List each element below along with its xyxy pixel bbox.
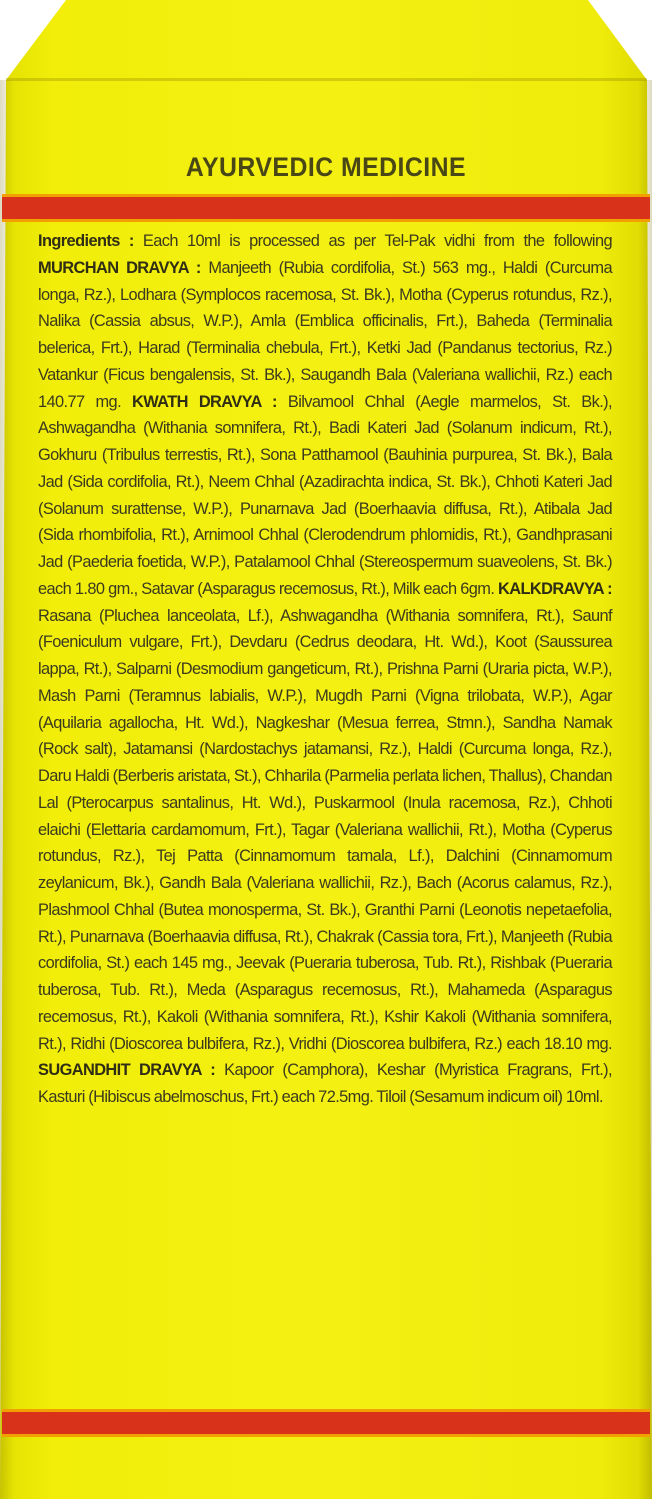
kalk-dravya-label: KALKDRAVYA : (498, 579, 612, 598)
red-stripe-bottom (2, 1412, 650, 1434)
kwath-dravya-label: KWATH DRAVYA : (131, 392, 277, 411)
product-category-heading: AYURVEDIC MEDICINE (185, 152, 467, 182)
kwath-dravya-text: Bilvamool Chhal (Aegle marmelos, St. Bk.), Ashwagandha (Withania somnifera, Rt.), Badi Kateri Jad (Solanum indicum, Rt.), Gokhuru (Tribulus terrestis, Rt.), Sona Patthamool (Bauhinia purpurea, St. Bk.), Bala Jad (Sida cordifolia, Rt.), Neem Chhal (Azadirachta indica, St. Bk.), Chhoti Kateri Jad (Solanum surattense, W.P.), Punarnava Jad (Boerhaavia diffusa, Rt.), Atibala Jad (Sida rhombifolia, Rt.), Arnimool Chhal (Clerodendrum phlomidis, Rt.), Gandhprasani Jad (Paederia foetida, W.P.), Patalamool Chhal (Stereospermum suaveolens, St. Bk.) each 1.80 gm., Satavar (Asparagus recemosus, Rt.), Milk each 6gm. (38, 392, 612, 598)
sugandhit-dravya-text: Kapoor (Camphora), Keshar (Myristica Fragrans, Frt.), Kasturi (Hibiscus abelmoschus, Frt.) each 72.5mg. Tiloil (Sesamum indicum oil) 10ml. (38, 1061, 612, 1106)
ingredients-intro: Each 10ml is processed as per Tel-Pak vidhi from the following (133, 232, 612, 250)
murchan-dravya-text: Manjeeth (Rubia cordifolia, St.) 563 mg., Haldi (Curcuma longa, Rz.), Lodhara (Symplocos racemosa, St. Bk.), Motha (Cyperus rotundus, Rz.), Nalika (Cassia absus, W.P.), Amla (Emblica officinalis, Frt.), Baheda (Terminalia belerica, Frt.), Harad (Terminalia chebula, Frt.), Ketki Jad (Pandanus tectorius, Rz.) Vatankur (Ficus bengalensis, St. Bk.), Saugandh Bala (Valeriana wallichii, Rz.) each 140.77 mg. (38, 258, 612, 411)
ingredients-block (38, 228, 612, 1111)
kalk-dravya-text: Rasana (Pluchea lanceolata, Lf.), Ashwagandha (Withania somnifera, Rt.), Saunf (Foeniculum vulgare, Frt.), Devdaru (Cedrus deodara, Ht. Wd.), Koot (Saussurea lappa, Rt.), Salparni (Desmodium gangeticum, Rt.), Prishna Parni (Uraria picta, W.P.), Mash Parni (Teramnus labialis, W.P.), Mugdh Parni (Vigna trilobata, W.P.), Agar (Aquilaria agallocha, Ht. Wd.), Nagkeshar (Mesua ferrea, Stmn.), Sandha Namak (Rock salt), Jatamansi (Nardostachys jatamansi, Rz.), Haldi (Curcuma longa, Rz.), Daru Haldi (Berberis aristata, St.), Chharila (Parmelia perlata lichen, Thallus), Chandan Lal (Pterocarpus santalinus, Ht. Wd.), Puskarmool (Inula racemosa, Rz.), Chhoti elaichi (Elettaria cardamomum, Frt.), Tagar (Valeriana wallichii, Rt.), Motha (Cyperus rotundus, Rz.), Tej Patta (Cinnamomum tamala, Lf.), Dalchini (Cinnamomum zeylanicum, Bk.), Gandh Bala (Valeriana wallichii, Rz.), Bach (Acorus calamus, Rz.), Plashmool Chhal (Butea monosperma, St. Bk.), Granthi Parni (Leonotis nepetaefolia, Rt.), Punarnava (Boerhaavia diffusa, Rt.), Chakrak (Cassia tora, Frt.), Manjeeth (Rubia cordifolia, St.) each 145 mg., Jeevak (Pueraria tuberosa, Tub. Rt.), Rishbak (Pueraria tuberosa, Tub. Rt.), Meda (Asparagus recemosus, Rt.), Mahameda (Asparagus recemosus, Rt.), Kakoli (Withania somnifera, Rt.), Kshir Kakoli (Withania somnifera, Rt.), Ridhi (Dioscorea bulbifera, Rz.), Vridhi (Dioscorea bulbifera, Rz.) each 18.10 mg. (38, 606, 612, 1053)
murchan-dravya-label: MURCHAN DRAVYA : (38, 258, 201, 277)
red-stripe-top (2, 197, 650, 219)
carton-right-edge (638, 80, 652, 1499)
sugandhit-dravya-label: SUGANDHIT DRAVYA : (38, 1061, 216, 1080)
carton-top-fold (6, 78, 647, 81)
carton-left-edge (0, 80, 14, 1499)
ingredients-label: Ingredients : (38, 232, 134, 250)
